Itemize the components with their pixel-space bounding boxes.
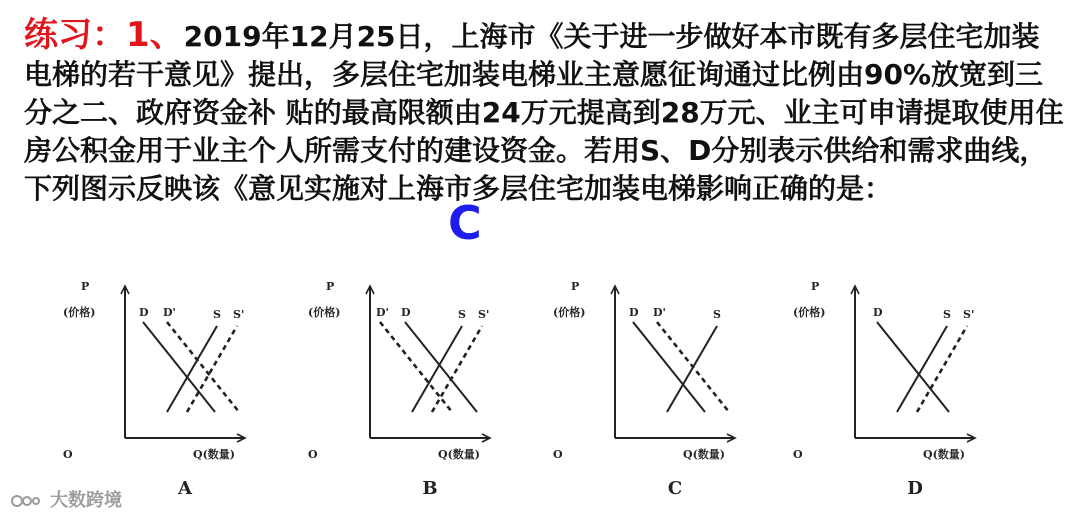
y-axis-unit: (价格)	[308, 306, 341, 319]
answer-mark: C	[448, 196, 482, 250]
x-axis-label: Q(数量)	[193, 448, 235, 461]
curve-label: D'	[163, 306, 176, 319]
origin-label: O	[793, 448, 803, 461]
origin-label: O	[308, 448, 318, 461]
graph-caption: D	[907, 478, 923, 499]
y-axis-label: P	[81, 280, 90, 293]
curve-label: S	[213, 308, 221, 321]
curve-label: D'	[653, 306, 666, 319]
supply-curve	[917, 326, 967, 412]
curve-label: D'	[376, 306, 389, 319]
graph-caption: B	[422, 478, 438, 499]
curve-label: S	[943, 308, 951, 321]
curve-label: D	[139, 306, 149, 319]
supply-curve	[667, 326, 717, 412]
curve-label: S'	[478, 308, 490, 321]
y-axis-unit: (价格)	[63, 306, 96, 319]
watermark-logo-icon	[10, 492, 50, 510]
y-axis-label: P	[571, 280, 580, 293]
curve-label: S	[713, 308, 721, 321]
supply-curve	[432, 326, 482, 412]
y-axis-unit: (价格)	[553, 306, 586, 319]
supply-demand-graph	[545, 272, 755, 502]
question-body: 2019年12月25日，上海市《关于进一步做好本市既有多层住宅加装电梯的若干意见》提出，多层住宅加装电梯业主意愿征询通过比例由90%放宽到三分之二、政府资金补 贴的最高限额由24万元提高到28万元、业主可申请提取使用住房公积金用于业主个人所需支付的建设资金。若用S、D分别表示供给和需求曲线，下列图示反映该《意见实施对上海市多层住宅加装电梯影响正确的是：	[24, 20, 1064, 205]
graph-caption: A	[178, 478, 192, 499]
supply-curve	[167, 326, 217, 412]
curve-label: S'	[233, 308, 245, 321]
supply-demand-graph	[55, 272, 265, 502]
curve-label: S	[458, 308, 466, 321]
curve-label: D	[873, 306, 883, 319]
supply-demand-graph	[300, 272, 510, 502]
curve-label: S'	[963, 308, 975, 321]
demand-curve	[877, 322, 949, 412]
watermark	[10, 486, 122, 512]
supply-demand-graph	[785, 272, 995, 502]
origin-label: O	[63, 448, 73, 461]
y-axis-label: P	[811, 280, 820, 293]
curve-label: D	[401, 306, 411, 319]
x-axis-label: Q(数量)	[923, 448, 965, 461]
y-axis-unit: (价格)	[793, 306, 826, 319]
graph-a	[55, 272, 265, 502]
graph-d	[785, 272, 995, 502]
graph-caption: C	[667, 478, 683, 499]
x-axis-label: Q(数量)	[438, 448, 480, 461]
question-label: 练习：1、	[24, 15, 184, 55]
origin-label: O	[553, 448, 563, 461]
y-axis-label: P	[326, 280, 335, 293]
graph-b	[300, 272, 510, 502]
graph-c	[545, 272, 755, 502]
question-text-block	[24, 16, 1064, 208]
x-axis-label: Q(数量)	[683, 448, 725, 461]
curve-label: D	[629, 306, 639, 319]
watermark-text: 大数跨境	[50, 490, 122, 511]
